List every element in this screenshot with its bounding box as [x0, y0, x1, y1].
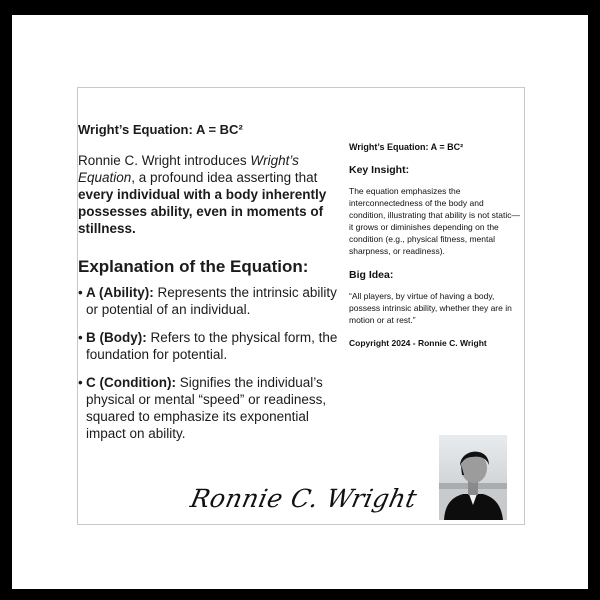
desc-body: Refers to the physical form, the foundation for potential.	[86, 330, 338, 362]
left-column	[78, 122, 340, 453]
intro-paragraph	[78, 152, 340, 237]
portrait-silhouette-icon	[439, 435, 507, 520]
term-condition: C (Condition):	[86, 375, 176, 390]
list-item-body	[78, 329, 340, 363]
list-item-ability	[78, 284, 340, 318]
right-equation-title: Wright’s Equation: A = BC²	[349, 142, 464, 152]
intro-bold: every individual with a body inherently possesses ability, even in moments of stillness.	[78, 187, 327, 236]
bullet-dot: •	[78, 285, 83, 300]
right-column	[349, 142, 521, 348]
intro-text-2: , a profound idea asserting that	[131, 170, 318, 185]
desc-condition: Signifies the individual’s physical or mental “speed” or readiness, squared to emphasize its exponential impact on ability.	[86, 375, 327, 441]
bullet-dot: •	[78, 375, 83, 390]
handwritten-signature: Ronnie C. Wright	[187, 484, 420, 513]
list-item-condition	[78, 374, 340, 442]
portrait-photo	[439, 435, 507, 520]
bullet-dot: •	[78, 330, 83, 345]
document-card	[77, 87, 525, 525]
picture-frame	[12, 15, 588, 589]
term-ability: A (Ability):	[86, 285, 154, 300]
key-insight-text: The equation emphasizes the interconnectedness of the body and condition, illustrating that ability is not static—it grows or diminishes depending on the condition (e.g., physical fitness, mental sharpness, or readiness).	[349, 186, 521, 256]
big-idea-heading: Big Idea:	[349, 269, 394, 281]
term-body: B (Body):	[86, 330, 147, 345]
intro-italic: Wright’s Equation	[78, 153, 299, 185]
variable-list	[78, 284, 340, 442]
copyright-line: Copyright 2024 - Ronnie C. Wright	[349, 338, 487, 348]
explanation-heading: Explanation of the Equation:	[78, 257, 309, 276]
equation-title: Wright’s Equation: A = BC²	[78, 122, 243, 137]
desc-ability: Represents the intrinsic ability or potential of an individual.	[86, 285, 337, 317]
intro-text-1: Ronnie C. Wright introduces	[78, 153, 251, 168]
big-idea-quote: “All players, by virtue of having a body, possess intrinsic ability, whether they are in motion or at rest.”	[349, 291, 512, 325]
key-insight-heading: Key Insight:	[349, 164, 410, 176]
